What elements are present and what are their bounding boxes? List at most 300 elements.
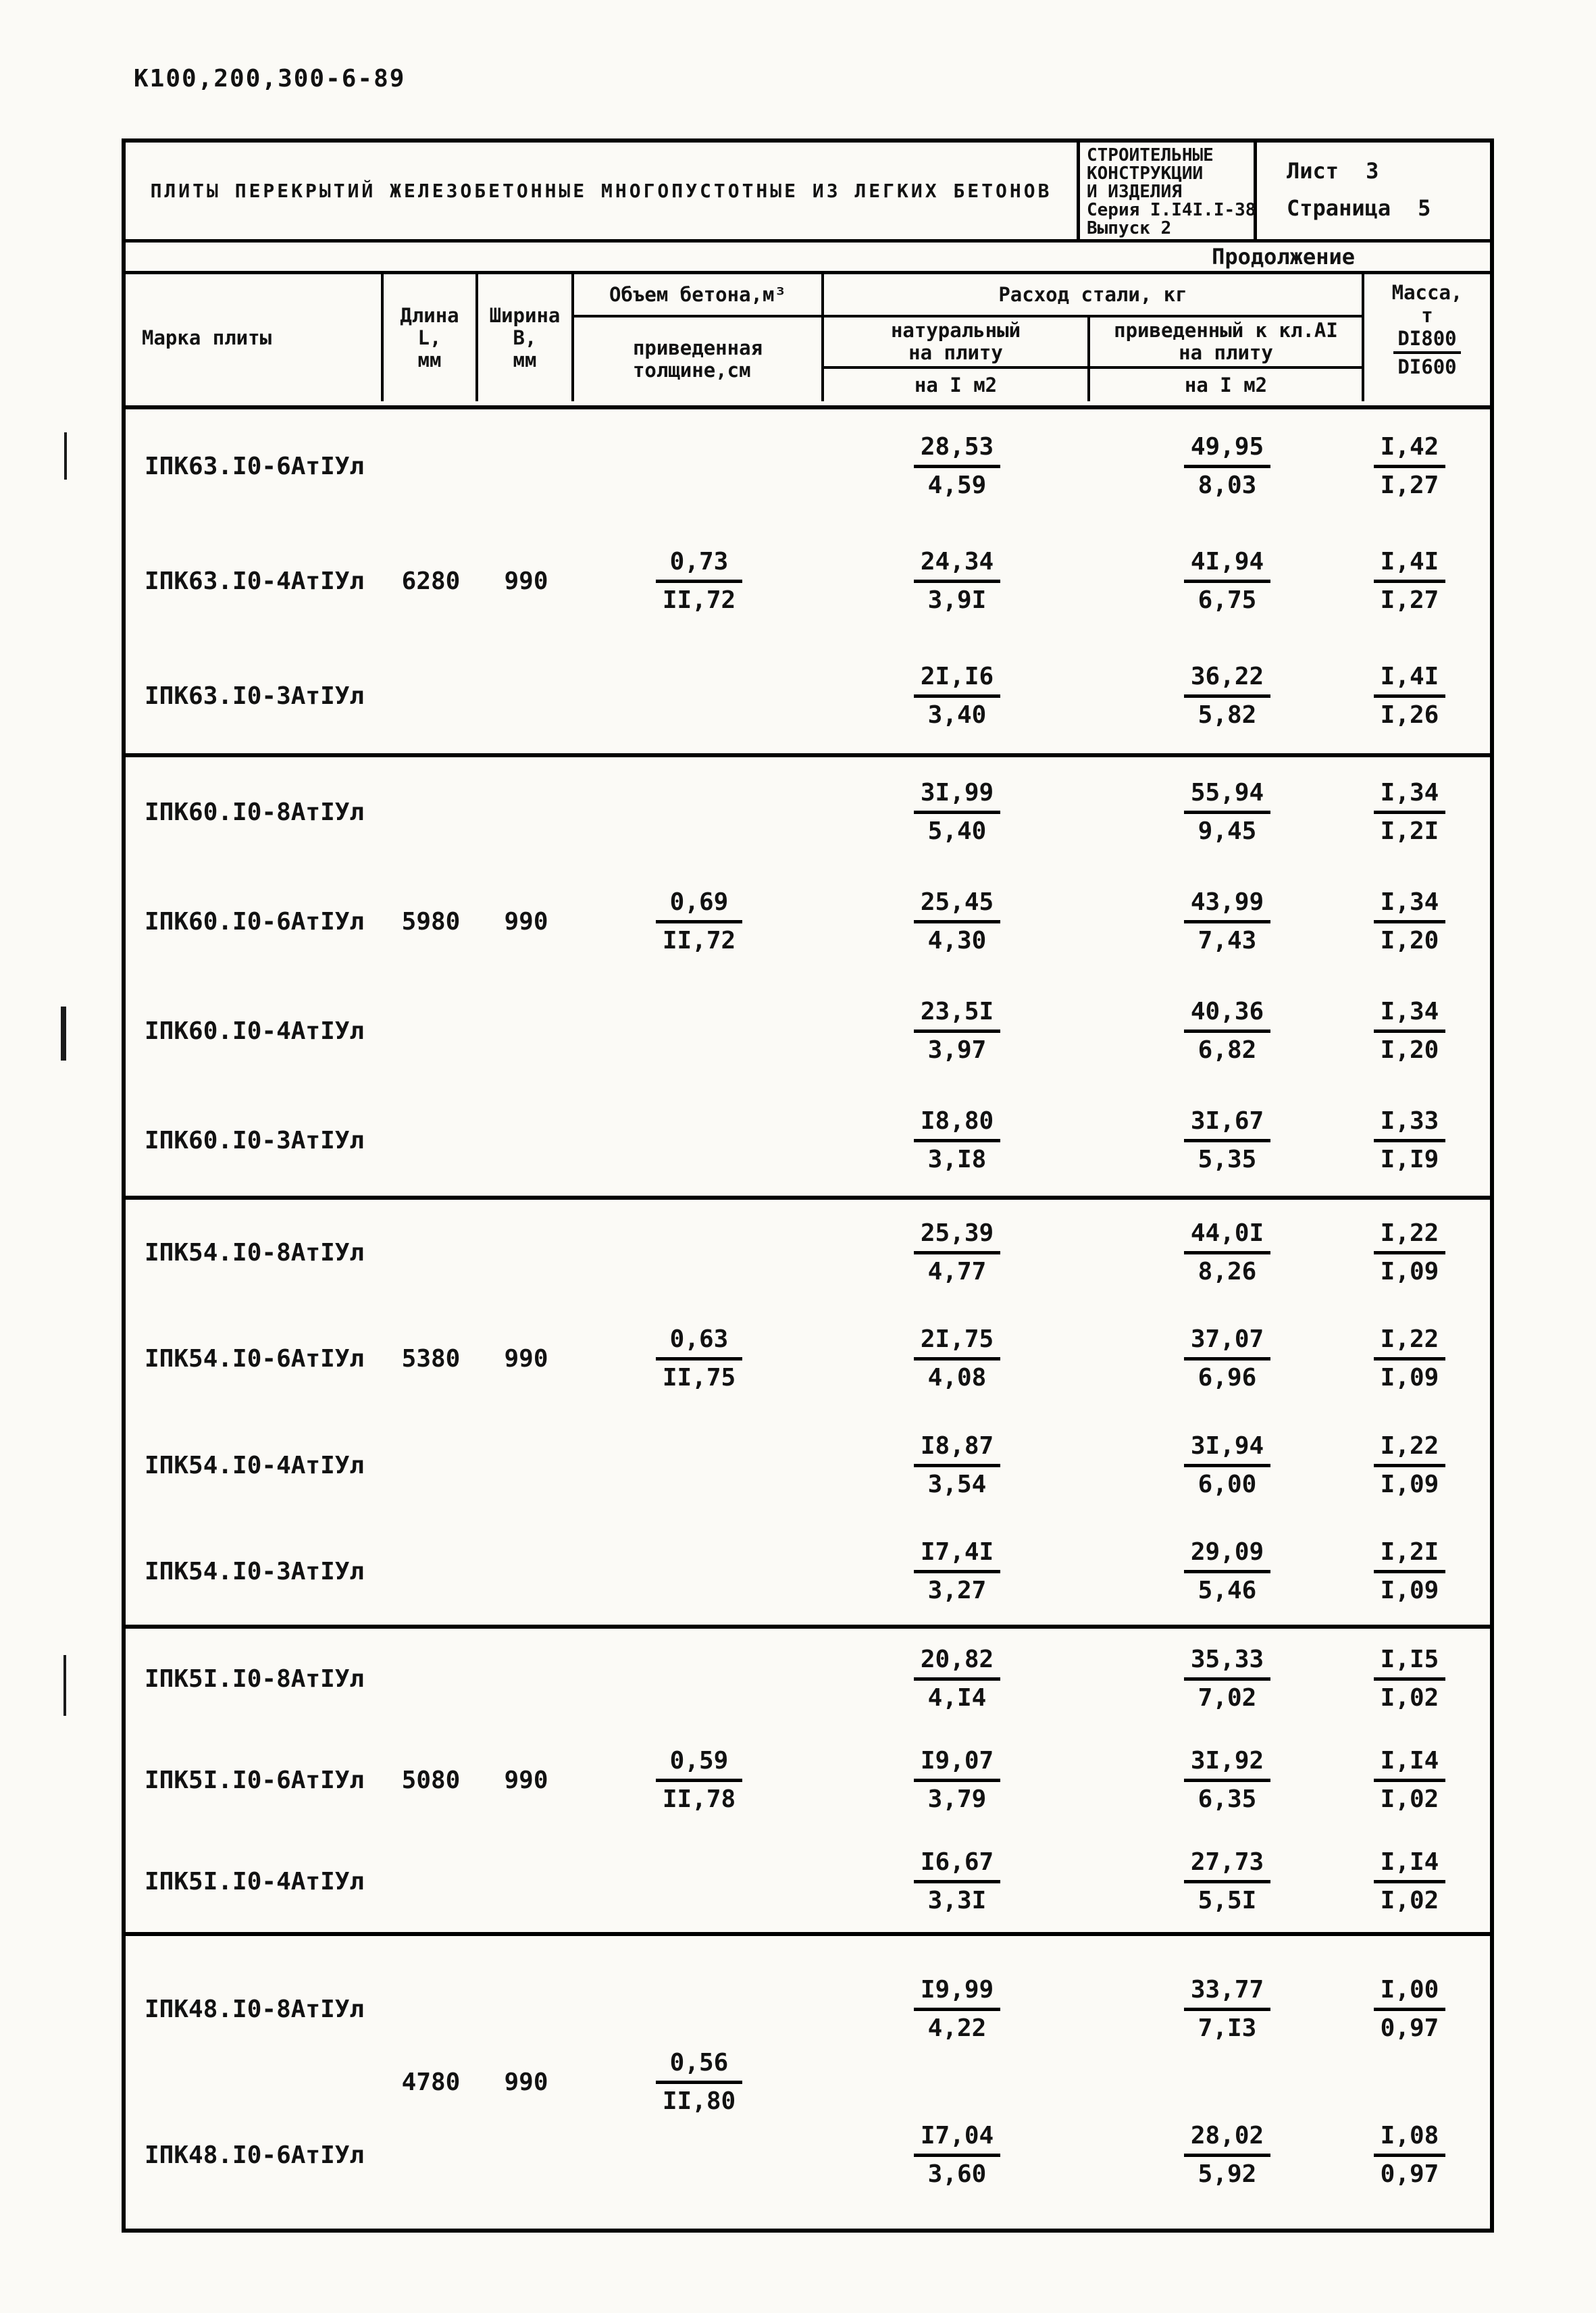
mass-fraction-bottom: I,26 (1380, 701, 1439, 729)
steel-natural-fraction (914, 2121, 1000, 2189)
mass-fraction (1374, 1975, 1446, 2043)
mass-fraction-cell (1364, 1730, 1490, 1831)
fraction-bar (1374, 1779, 1446, 1782)
fraction-bar (1184, 1030, 1270, 1033)
steel-reduced-fraction-top: 36,22 (1190, 662, 1264, 690)
mass-fraction-top: I,34 (1380, 998, 1439, 1026)
steel-natural-fraction (914, 1746, 1000, 1814)
steel-reduced-fraction-cell (1090, 1730, 1364, 1831)
steel-reduced-fraction-top: 35,33 (1190, 1646, 1264, 1674)
mass-fraction (1374, 1645, 1446, 1713)
steel-reduced-fraction-cell (1090, 638, 1364, 753)
steel-reduced-fraction (1184, 1107, 1270, 1175)
steel-reduced-fraction-cell (1090, 1306, 1364, 1412)
volume-fraction (656, 547, 742, 615)
fraction-bar (914, 811, 1000, 814)
steel-reduced-fraction-bottom: 6,96 (1198, 1364, 1257, 1392)
steel-reduced-fraction-top: 33,77 (1190, 1975, 1264, 2004)
steel-natural-fraction (914, 1975, 1000, 2043)
scan-artifact (61, 1007, 66, 1061)
steel-natural-fraction-top: 23,5I (920, 998, 994, 1026)
mass-fraction-top: I,34 (1380, 888, 1439, 916)
mass-fraction-cell (1364, 1306, 1490, 1412)
fraction-bar (914, 1357, 1000, 1361)
width-cell (478, 524, 574, 639)
mass-fraction-cell (1364, 1519, 1490, 1625)
fraction-bar (914, 1779, 1000, 1782)
steel-natural-fraction-cell (824, 1519, 1090, 1625)
steel-reduced-fraction-cell (1090, 524, 1364, 639)
width-cell (478, 1936, 574, 2229)
fraction-bar (1184, 1464, 1270, 1467)
length-cell-text: 5380 (401, 1345, 461, 1373)
column-header-steel: Расход стали, кг (824, 274, 1364, 317)
issue-line: Выпуск 2 (1087, 218, 1172, 238)
fraction-bar (914, 920, 1000, 923)
fraction-bar (1374, 1570, 1446, 1573)
length-cell-text: 5980 (401, 907, 461, 936)
scan-artifact (63, 1655, 66, 1716)
steel-natural-fraction-top: 2I,I6 (920, 662, 994, 690)
fraction-bar (914, 1251, 1000, 1254)
steel-natural-fraction-top: I9,07 (920, 1746, 994, 1775)
mass-fraction (1374, 1219, 1446, 1287)
plate-mark-cell (126, 1831, 384, 1932)
mass-fraction (1374, 2121, 1446, 2189)
mass-fraction-bottom: I,02 (1380, 1785, 1439, 1813)
fraction-bar (1374, 1677, 1446, 1681)
steel-reduced-fraction-top: 29,09 (1190, 1537, 1264, 1566)
column-header-mass: Масса, т $\frac{DI800}{DI600}$ (1391, 281, 1463, 378)
fraction-bar (1184, 1139, 1270, 1142)
column-header-volume-sub: приведенная толщине,см (574, 317, 824, 401)
fraction-bar (656, 920, 742, 923)
steel-reduced-fraction (1184, 1848, 1270, 1916)
continuation-row (126, 243, 1490, 274)
plate-mark-cell (126, 524, 384, 639)
fraction-bar (656, 1357, 742, 1361)
org-line: И ИЗДЕЛИЯ (1087, 182, 1182, 202)
steel-reduced-fraction-bottom: 6,35 (1198, 1785, 1257, 1813)
length-cell (384, 1730, 478, 1831)
plate-mark-cell (126, 1629, 384, 1730)
mass-fraction (1374, 1848, 1446, 1916)
steel-reduced-fraction-top: 55,94 (1190, 778, 1264, 807)
steel-natural-fraction-bottom: 3,I8 (927, 1146, 987, 1174)
plate-mark-cell-text: IПК54.I0-3АтIУл (145, 1557, 365, 1585)
steel-natural-fraction (914, 778, 1000, 846)
steel-natural-fraction-top: 2I,75 (920, 1325, 994, 1354)
fraction-bar (1393, 351, 1460, 354)
mass-fraction-top: I,I5 (1380, 1646, 1439, 1674)
fraction-bar (914, 465, 1000, 468)
steel-natural-fraction-bottom: 4,30 (927, 926, 987, 955)
mass-fraction (1374, 1537, 1446, 1606)
mass-fraction-cell (1364, 1200, 1490, 1306)
steel-natural-fraction-cell (824, 1831, 1090, 1932)
length-cell-text: 5080 (401, 1766, 461, 1794)
fraction-bar (1184, 580, 1270, 583)
title-block (126, 143, 1490, 243)
steel-reduced-fraction-top: 3I,94 (1190, 1431, 1264, 1460)
fraction-bar (656, 1779, 742, 1782)
fraction-bar (1184, 1251, 1270, 1254)
fraction-bar (1184, 694, 1270, 698)
fraction-bar (1184, 1880, 1270, 1883)
steel-natural-fraction-top: 25,45 (920, 888, 994, 916)
fraction-bar (1374, 1139, 1446, 1142)
page-title: ПЛИТЫ ПЕРЕКРЫТИЙ ЖЕЛЕЗОБЕТОННЫЕ МНОГОПУСТОТНЫЕ ИЗ ЛЕГКИХ БЕТОНОВ (126, 143, 1080, 239)
steel-reduced-fraction-top: 37,07 (1190, 1325, 1264, 1354)
steel-natural-fraction-top: 3I,99 (920, 778, 994, 807)
plate-mark-cell (126, 1200, 384, 1306)
column-header-volume: Объем бетона,м³ (574, 274, 824, 317)
steel-reduced-fraction-cell (1090, 867, 1364, 976)
fraction-bar (1374, 2154, 1446, 2157)
mass-fraction-bottom: I,I9 (1380, 1146, 1439, 1174)
table-group (126, 757, 1490, 1200)
steel-natural-fraction (914, 1107, 1000, 1175)
table-group (126, 1629, 1490, 1936)
mass-fraction-top: I,22 (1380, 1219, 1439, 1248)
steel-natural-fraction-cell (824, 638, 1090, 753)
plate-mark-cell (126, 757, 384, 867)
steel-natural-fraction (914, 432, 1000, 501)
length-cell (384, 867, 478, 976)
steel-natural-fraction-cell (824, 1200, 1090, 1306)
column-header-steel-reduced: приведенный к кл.АI на плиту (1090, 317, 1364, 369)
fraction-bar (914, 580, 1000, 583)
width-cell-text: 990 (504, 2068, 548, 2096)
steel-natural-fraction-cell (824, 2083, 1090, 2229)
table-group (126, 1200, 1490, 1629)
mass-fraction-bottom: I,09 (1380, 1258, 1439, 1286)
steel-natural-fraction-cell (824, 1629, 1090, 1730)
plate-mark-cell-text: IПК54.I0-6АтIУл (145, 1345, 365, 1373)
steel-reduced-fraction-cell (1090, 2083, 1364, 2229)
plate-mark-cell (126, 1936, 384, 2083)
mass-fraction-cell (1364, 757, 1490, 867)
steel-reduced-fraction (1184, 1537, 1270, 1606)
table-group (126, 409, 1490, 757)
steel-reduced-fraction-bottom: 5,92 (1198, 2160, 1257, 2189)
steel-natural-fraction-bottom: 3,97 (927, 1036, 987, 1065)
fraction-bar (1184, 1570, 1270, 1573)
steel-reduced-fraction (1184, 547, 1270, 615)
series-line: Серия I.I4I.I-38 (1087, 200, 1256, 220)
volume-fraction-top: 0,56 (669, 2049, 729, 2077)
mass-fraction (1374, 432, 1446, 501)
steel-natural-fraction-cell (824, 409, 1090, 524)
table-group (126, 1936, 1490, 2229)
steel-natural-fraction-top: 20,82 (920, 1646, 994, 1674)
width-cell-text: 990 (504, 1766, 548, 1794)
steel-reduced-fraction-top: 44,0I (1190, 1219, 1264, 1248)
plate-mark-cell-text: IПК60.I0-8АтIУл (145, 798, 365, 826)
plate-mark-cell-text: IПК63.I0-4АтIУл (145, 567, 365, 595)
length-cell (384, 1306, 478, 1412)
steel-reduced-fraction-bottom: 7,43 (1198, 926, 1257, 955)
mass-fraction-bottom: I,02 (1380, 1684, 1439, 1712)
fraction-bar (656, 580, 742, 583)
mass-fraction-bottom: 0,97 (1380, 2014, 1439, 2042)
mass-fraction (1374, 1325, 1446, 1393)
steel-natural-fraction-cell (824, 1086, 1090, 1196)
steel-reduced-fraction-cell (1090, 409, 1364, 524)
volume-fraction-cell (574, 524, 824, 639)
volume-fraction-bottom: II,78 (662, 1785, 736, 1813)
steel-reduced-fraction-cell (1090, 1936, 1364, 2083)
fraction-bar (1184, 1357, 1270, 1361)
plate-mark-cell-text: IПК60.I0-4АтIУл (145, 1017, 365, 1046)
steel-natural-fraction-cell (824, 1730, 1090, 1831)
column-header-width: Ширина В, мм (478, 274, 574, 401)
steel-reduced-fraction-cell (1090, 1200, 1364, 1306)
mass-fraction-top: I,22 (1380, 1325, 1439, 1354)
steel-natural-fraction-bottom: 5,40 (927, 817, 987, 845)
fraction-bar (1184, 920, 1270, 923)
org-line: КОНСТРУКЦИИ (1087, 163, 1204, 184)
mass-fraction (1374, 778, 1446, 846)
steel-natural-fraction (914, 997, 1000, 1065)
steel-reduced-fraction (1184, 662, 1270, 730)
length-cell (384, 524, 478, 639)
column-header-steel-natural: натуральный на плиту (824, 317, 1090, 369)
volume-fraction-cell (574, 1306, 824, 1412)
steel-natural-fraction-cell (824, 977, 1090, 1086)
mass-fraction-cell (1364, 1831, 1490, 1932)
steel-reduced-fraction (1184, 997, 1270, 1065)
column-header-reduced-per-m2: на I м2 (1090, 369, 1364, 401)
fraction-bar (1184, 1677, 1270, 1681)
width-cell-text: 990 (504, 567, 548, 595)
mass-fraction-bottom: I,2I (1380, 817, 1439, 845)
steel-reduced-fraction (1184, 1325, 1270, 1393)
steel-natural-fraction-bottom: 4,22 (927, 2014, 987, 2042)
steel-natural-fraction-bottom: 3,9I (927, 586, 987, 614)
plate-mark-cell-text: IПК60.I0-3АтIУл (145, 1127, 365, 1155)
steel-reduced-fraction-cell (1090, 1831, 1364, 1932)
mass-fraction (1374, 1746, 1446, 1814)
steel-reduced-fraction-bottom: 5,46 (1198, 1576, 1257, 1604)
mass-fraction-bottom: I,02 (1380, 1886, 1439, 1914)
volume-fraction-top: 0,69 (669, 888, 729, 916)
sheet-line (1287, 158, 1490, 184)
fraction-bar (914, 1677, 1000, 1681)
mass-fraction-bottom: I,27 (1380, 472, 1439, 500)
steel-reduced-fraction (1184, 888, 1270, 956)
length-cell-text: 4780 (401, 2068, 461, 2096)
mass-fraction-top: I,34 (1380, 778, 1439, 807)
steel-natural-fraction-bottom: 4,08 (927, 1364, 987, 1392)
steel-reduced-fraction (1184, 1431, 1270, 1500)
plate-mark-cell (126, 1306, 384, 1412)
continuation-label: Продолжение (1212, 244, 1355, 270)
steel-reduced-fraction (1184, 1975, 1270, 2043)
plate-mark-cell (126, 977, 384, 1086)
mass-fraction-cell (1364, 867, 1490, 976)
volume-fraction-bottom: II,72 (662, 926, 736, 955)
steel-natural-fraction (914, 1537, 1000, 1606)
plate-mark-cell (126, 1519, 384, 1625)
sheet-page-stamp (1257, 143, 1490, 239)
mass-fraction-top: I,4I (1380, 662, 1439, 690)
steel-natural-fraction-bottom: 3,79 (927, 1785, 987, 1813)
steel-reduced-fraction-cell (1090, 1086, 1364, 1196)
mass-fraction (1374, 1431, 1446, 1500)
steel-reduced-fraction-bottom: 8,26 (1198, 1258, 1257, 1286)
mass-fraction-top: I,22 (1380, 1431, 1439, 1460)
plate-mark-cell-text: IПК5I.I0-8АтIУл (145, 1665, 365, 1694)
steel-natural-fraction-top: I8,80 (920, 1107, 994, 1136)
plate-mark-cell-text: IПК54.I0-4АтIУл (145, 1451, 365, 1479)
fraction-bar (914, 1464, 1000, 1467)
org-line: СТРОИТЕЛЬНЫЕ (1087, 145, 1214, 166)
fraction-bar (1374, 580, 1446, 583)
volume-fraction-cell (574, 1936, 824, 2229)
volume-fraction (656, 888, 742, 956)
mass-fraction (1374, 997, 1446, 1065)
steel-reduced-fraction (1184, 778, 1270, 846)
fraction-bar (1374, 1251, 1446, 1254)
mass-fraction-top: I,08 (1380, 2122, 1439, 2150)
steel-reduced-fraction-bottom: 9,45 (1198, 817, 1257, 845)
mass-fraction-cell (1364, 1629, 1490, 1730)
mass-fraction-top: I,I4 (1380, 1746, 1439, 1775)
mass-fraction-bottom: I,09 (1380, 1470, 1439, 1498)
fraction-bar (1374, 1357, 1446, 1361)
fraction-bar (1374, 1880, 1446, 1883)
steel-natural-fraction-bottom: 4,77 (927, 1258, 987, 1286)
steel-natural-fraction (914, 662, 1000, 730)
table-header (126, 274, 1490, 409)
fraction-bar (914, 694, 1000, 698)
fraction-bar (1374, 811, 1446, 814)
mass-fraction (1374, 888, 1446, 956)
plate-mark-cell-text: IПК48.I0-6АтIУл (145, 2141, 365, 2170)
steel-natural-fraction-cell (824, 1936, 1090, 2083)
sheet-label: Лист (1287, 157, 1339, 184)
document-sheet (122, 138, 1494, 2233)
steel-reduced-fraction-bottom: 6,75 (1198, 586, 1257, 614)
fraction-bar (1374, 465, 1446, 468)
steel-reduced-fraction-bottom: 6,00 (1198, 1470, 1257, 1498)
width-cell (478, 1306, 574, 1412)
plate-mark-cell-text: IПК54.I0-8АтIУл (145, 1239, 365, 1267)
steel-natural-fraction-top: 24,34 (920, 547, 994, 576)
column-header-length: Длина L, мм (384, 274, 478, 401)
mass-fraction-cell (1364, 1086, 1490, 1196)
steel-natural-fraction-bottom: 3,3I (927, 1886, 987, 1914)
steel-reduced-fraction (1184, 1645, 1270, 1713)
steel-natural-fraction-top: I6,67 (920, 1848, 994, 1876)
steel-reduced-fraction-top: 3I,92 (1190, 1746, 1264, 1775)
volume-fraction-cell (574, 1730, 824, 1831)
steel-natural-fraction-cell (824, 524, 1090, 639)
steel-natural-fraction-bottom: 3,40 (927, 701, 987, 729)
width-cell-text: 990 (504, 1345, 548, 1373)
volume-fraction-bottom: II,72 (662, 586, 736, 614)
steel-natural-fraction-bottom: 4,59 (927, 472, 987, 500)
steel-natural-fraction-cell (824, 757, 1090, 867)
mass-fraction-cell (1364, 409, 1490, 524)
steel-reduced-fraction-bottom: 5,35 (1198, 1146, 1257, 1174)
plate-mark-cell (126, 1086, 384, 1196)
steel-reduced-fraction-bottom: 8,03 (1198, 472, 1257, 500)
steel-reduced-fraction-top: 28,02 (1190, 2122, 1264, 2150)
mass-fraction-cell (1364, 1413, 1490, 1519)
length-cell (384, 1936, 478, 2229)
steel-reduced-fraction (1184, 1219, 1270, 1287)
page-number: 5 (1418, 195, 1431, 222)
mass-fraction (1374, 547, 1446, 615)
fraction-bar (1184, 811, 1270, 814)
mass-fraction-top: I,I4 (1380, 1848, 1439, 1876)
steel-reduced-fraction-bottom: 6,82 (1198, 1036, 1257, 1065)
plate-mark-cell-text: IПК63.I0-3АтIУл (145, 682, 365, 710)
fraction-bar (1184, 465, 1270, 468)
fraction-bar (1374, 1464, 1446, 1467)
plate-mark-cell (126, 867, 384, 976)
volume-fraction-cell (574, 867, 824, 976)
steel-natural-fraction-bottom: 3,60 (927, 2160, 987, 2189)
steel-natural-fraction (914, 547, 1000, 615)
steel-reduced-fraction-top: 4I,94 (1190, 547, 1264, 576)
steel-natural-fraction-bottom: 3,27 (927, 1576, 987, 1604)
length-cell-text: 6280 (401, 567, 461, 595)
mass-fraction-cell (1364, 2083, 1490, 2229)
steel-reduced-fraction-top: 27,73 (1190, 1848, 1264, 1876)
mass-fraction-cell (1364, 524, 1490, 639)
steel-reduced-fraction-cell (1090, 757, 1364, 867)
steel-reduced-fraction-cell (1090, 1629, 1364, 1730)
steel-reduced-fraction-bottom: 7,02 (1198, 1684, 1257, 1712)
mass-fraction-cell (1364, 1936, 1490, 2083)
fraction-bar (1184, 2008, 1270, 2011)
steel-reduced-fraction-bottom: 5,5I (1198, 1886, 1257, 1914)
mass-fraction-cell (1364, 977, 1490, 1086)
steel-reduced-fraction-cell (1090, 977, 1364, 1086)
fraction-bar (1374, 1030, 1446, 1033)
fraction-bar (656, 2081, 742, 2084)
volume-fraction-top: 0,59 (669, 1746, 729, 1775)
steel-natural-fraction-bottom: 4,I4 (927, 1684, 987, 1712)
mass-fraction-bottom: I,20 (1380, 1036, 1439, 1065)
steel-reduced-fraction-top: 49,95 (1190, 433, 1264, 461)
volume-fraction-top: 0,73 (669, 547, 729, 576)
table-body (126, 409, 1490, 2229)
steel-reduced-fraction (1184, 1746, 1270, 1814)
steel-natural-fraction-top: I8,87 (920, 1431, 994, 1460)
fraction-bar (914, 2154, 1000, 2157)
steel-reduced-fraction-bottom: 7,I3 (1198, 2014, 1257, 2042)
plate-mark-cell (126, 638, 384, 753)
plate-mark-cell-text: IПК5I.I0-6АтIУл (145, 1766, 365, 1794)
steel-natural-fraction-top: 28,53 (920, 433, 994, 461)
width-cell (478, 1730, 574, 1831)
mass-density-fraction: $\frac{DI800}{DI600}$ (1393, 327, 1460, 378)
plate-mark-cell (126, 1413, 384, 1519)
mass-fraction-top: I,33 (1380, 1107, 1439, 1136)
steel-reduced-fraction-top: 40,36 (1190, 998, 1264, 1026)
steel-natural-fraction (914, 1645, 1000, 1713)
volume-fraction (656, 1746, 742, 1814)
plate-mark-cell-text: IПК5I.I0-4АтIУл (145, 1867, 365, 1896)
volume-fraction (656, 2048, 742, 2116)
mass-fraction (1374, 1107, 1446, 1175)
mass-fraction-bottom: I,27 (1380, 586, 1439, 614)
plate-mark-cell (126, 1730, 384, 1831)
